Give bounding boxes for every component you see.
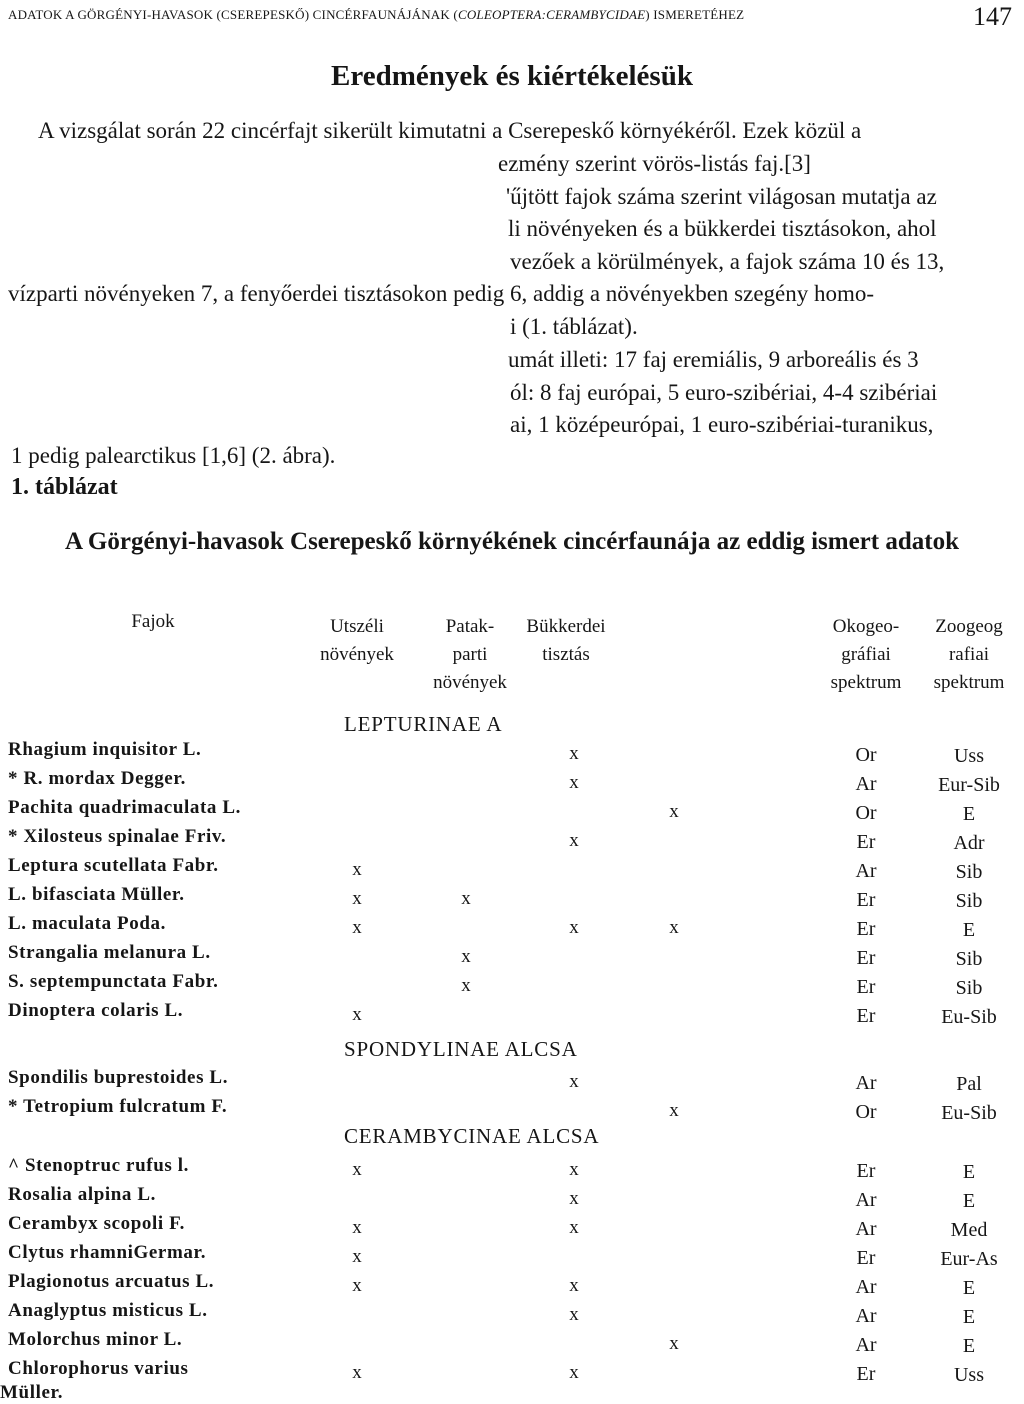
zoogeo-value: Sib [955, 890, 983, 912]
column-header-line: Fajok [131, 611, 175, 632]
column-header-zoogeo [909, 613, 1024, 697]
species-name: * R. mordax Degger. [8, 768, 186, 789]
presence-mark: x [569, 1304, 579, 1325]
okogeo-value: Er [856, 1160, 876, 1182]
column-header-line: Bükkerdei [526, 616, 606, 637]
okogeo-value: Ar [855, 1189, 877, 1211]
column-header-bukk [506, 613, 626, 669]
okogeo-value: Or [855, 1101, 877, 1123]
column-header-line: gráfiai [841, 644, 891, 665]
okogeo-value: Ar [855, 1072, 877, 1094]
okogeo-value: Er [856, 918, 876, 940]
okogeo-value: Ar [855, 1276, 877, 1298]
okogeo-value: Er [856, 976, 876, 998]
table-title: A Görgényi-havasok Cserepeskő környékének cincérfaunája az eddig ismert adatok [65, 528, 959, 555]
zoogeo-value: Uss [953, 745, 984, 767]
species-name-continued: Müller. [0, 1382, 64, 1403]
presence-mark: x [352, 888, 362, 909]
body-line: li növényeken és a bükkerdei tisztásokon, ahol [508, 216, 937, 241]
zoogeo-value: Eu-Sib [941, 1006, 997, 1028]
running-head-text-end: ) ISMERETÉHEZ [645, 7, 745, 22]
zoogeo-value: Sib [955, 861, 983, 883]
zoogeo-value: Pal [956, 1073, 982, 1095]
zoogeo-value: E [962, 1190, 976, 1212]
okogeo-value: Or [855, 744, 877, 766]
presence-mark: x [352, 1275, 362, 1296]
species-name: ^ Stenoptruc rufus l. [8, 1155, 189, 1176]
zoogeo-value: Eur-As [940, 1248, 998, 1270]
section-heading: Eredmények és kiértékelésük [331, 60, 693, 92]
okogeo-value: Er [856, 1247, 876, 1269]
species-name: * Tetropium fulcratum F. [8, 1096, 228, 1117]
column-header-species [93, 608, 213, 636]
species-name: * Xilosteus spinalae Friv. [8, 826, 227, 847]
species-name: Chlorophorus varius [8, 1358, 189, 1379]
species-name: Strangalia melanura L. [8, 942, 211, 963]
presence-mark: x [669, 1333, 679, 1354]
presence-mark: x [352, 1246, 362, 1267]
species-name: L. bifasciata Müller. [8, 884, 185, 905]
running-head-italic: COLEOPTERA:CERAMBYCIDAE [457, 7, 646, 22]
column-header-line: spektrum [830, 672, 902, 693]
species-name: Molorchus minor L. [8, 1329, 183, 1350]
presence-mark: x [569, 1188, 579, 1209]
running-head-text: ADATOK A GÖRGÉNYI-HAVASOK (CSEREPESKŐ) CINCÉRFAUNÁJÁNAK ( [8, 7, 458, 22]
zoogeo-value: Adr [953, 832, 985, 854]
species-name: S. septempunctata Fabr. [8, 971, 219, 992]
zoogeo-value: E [962, 1161, 976, 1183]
okogeo-value: Ar [855, 1218, 877, 1240]
species-name: Spondilis buprestoides L. [8, 1067, 229, 1088]
okogeo-value: Er [856, 947, 876, 969]
zoogeo-value: Eu-Sib [941, 1102, 997, 1124]
body-line: umát illeti: 17 faj eremiális, 9 arboreális és 3 [508, 347, 919, 372]
species-name: Anaglyptus misticus L. [8, 1300, 208, 1321]
presence-mark: x [569, 772, 579, 793]
column-header-line: spektrum [933, 672, 1005, 693]
presence-mark: x [569, 830, 579, 851]
presence-mark: x [352, 1004, 362, 1025]
column-header-line: növények [433, 672, 507, 693]
presence-mark: x [352, 1217, 362, 1238]
body-line: vízparti növényeken 7, a fenyőerdei tisztásokon pedig 6, addig a növényekben szegény homo- [8, 281, 875, 306]
presence-mark: x [669, 917, 679, 938]
okogeo-value: Er [856, 1005, 876, 1027]
presence-mark: x [461, 975, 471, 996]
zoogeo-value: Uss [953, 1364, 984, 1386]
section-heading-row: LEPTURINAE A [344, 712, 503, 736]
body-line: vezőek a körülmények, a fajok száma 10 és 13, [510, 249, 945, 274]
species-name: Rosalia alpina L. [8, 1184, 156, 1205]
zoogeo-value: E [962, 1277, 976, 1299]
column-header-utszeli [297, 613, 417, 669]
body-line: i (1. táblázat). [510, 314, 638, 339]
okogeo-value: Or [855, 802, 877, 824]
column-header-line: rafiai [948, 644, 990, 665]
presence-mark: x [569, 1217, 579, 1238]
zoogeo-value: Eur-Sib [938, 774, 1000, 796]
presence-mark: x [352, 917, 362, 938]
body-line: A vizsgálat során 22 cincérfajt sikerült kimutatni a Cserepeskő környékéről. Ezek közül a [38, 118, 862, 143]
presence-mark: x [569, 1275, 579, 1296]
presence-mark: x [352, 1159, 362, 1180]
species-name: Clytus rhamniGermar. [8, 1242, 207, 1263]
okogeo-value: Er [856, 889, 876, 911]
species-name: Plagionotus arcuatus L. [8, 1271, 215, 1292]
zoogeo-value: Sib [955, 948, 983, 970]
zoogeo-value: E [962, 803, 976, 825]
presence-mark: x [569, 743, 579, 764]
presence-mark: x [461, 888, 471, 909]
okogeo-value: Ar [855, 773, 877, 795]
okogeo-value: Ar [855, 1334, 877, 1356]
species-name: Cerambyx scopoli F. [8, 1213, 185, 1234]
species-name: Pachita quadrimaculata L. [8, 797, 241, 818]
okogeo-value: Er [856, 1363, 876, 1385]
zoogeo-value: E [962, 1335, 976, 1357]
presence-mark: x [461, 946, 471, 967]
presence-mark: x [352, 1362, 362, 1383]
presence-mark: x [669, 1100, 679, 1121]
column-header-line: Zoogeog [935, 616, 1003, 637]
body-line: ezmény szerint vörös-listás faj.[3] [498, 151, 811, 176]
section-heading-row: CERAMBYCINAE ALCSA [344, 1124, 600, 1148]
section-heading-row: SPONDYLINAE ALCSA [344, 1037, 578, 1061]
zoogeo-value: E [962, 1306, 976, 1328]
body-line: 'űjtött fajok száma szerint világosan mutatja az [506, 184, 937, 209]
species-name: Rhagium inquisitor L. [8, 739, 202, 760]
zoogeo-value: Med [950, 1219, 988, 1241]
column-header-line: Okogeo- [832, 616, 900, 637]
column-header-line: parti [452, 644, 488, 665]
running-head [8, 7, 744, 23]
presence-mark: x [352, 859, 362, 880]
body-line: ól: 8 faj európai, 5 euro-szibériai, 4-4 szibériai [510, 380, 938, 405]
body-line: ai, 1 középeurópai, 1 euro-szibériai-turanikus, [510, 412, 934, 437]
body-line: 1 pedig palearctikus [1,6] (2. ábra). [11, 443, 336, 468]
column-header-line: Utszéli [330, 616, 384, 637]
species-name: Leptura scutellata Fabr. [8, 855, 219, 876]
page-number: 147 [973, 2, 1012, 31]
presence-mark: x [569, 1159, 579, 1180]
species-name: L. maculata Poda. [8, 913, 166, 934]
zoogeo-value: E [962, 919, 976, 941]
species-name: Dinoptera colaris L. [8, 1000, 184, 1021]
presence-mark: x [569, 917, 579, 938]
okogeo-value: Ar [855, 1305, 877, 1327]
table-label: 1. táblázat [11, 474, 118, 500]
okogeo-value: Er [856, 831, 876, 853]
presence-mark: x [669, 801, 679, 822]
column-header-line: Patak- [445, 616, 495, 637]
okogeo-value: Ar [855, 860, 877, 882]
column-header-line: tisztás [542, 644, 590, 665]
column-header-line: növények [320, 644, 394, 665]
zoogeo-value: Sib [955, 977, 983, 999]
presence-mark: x [569, 1071, 579, 1092]
column-header-okogeo [806, 613, 926, 697]
presence-mark: x [569, 1362, 579, 1383]
